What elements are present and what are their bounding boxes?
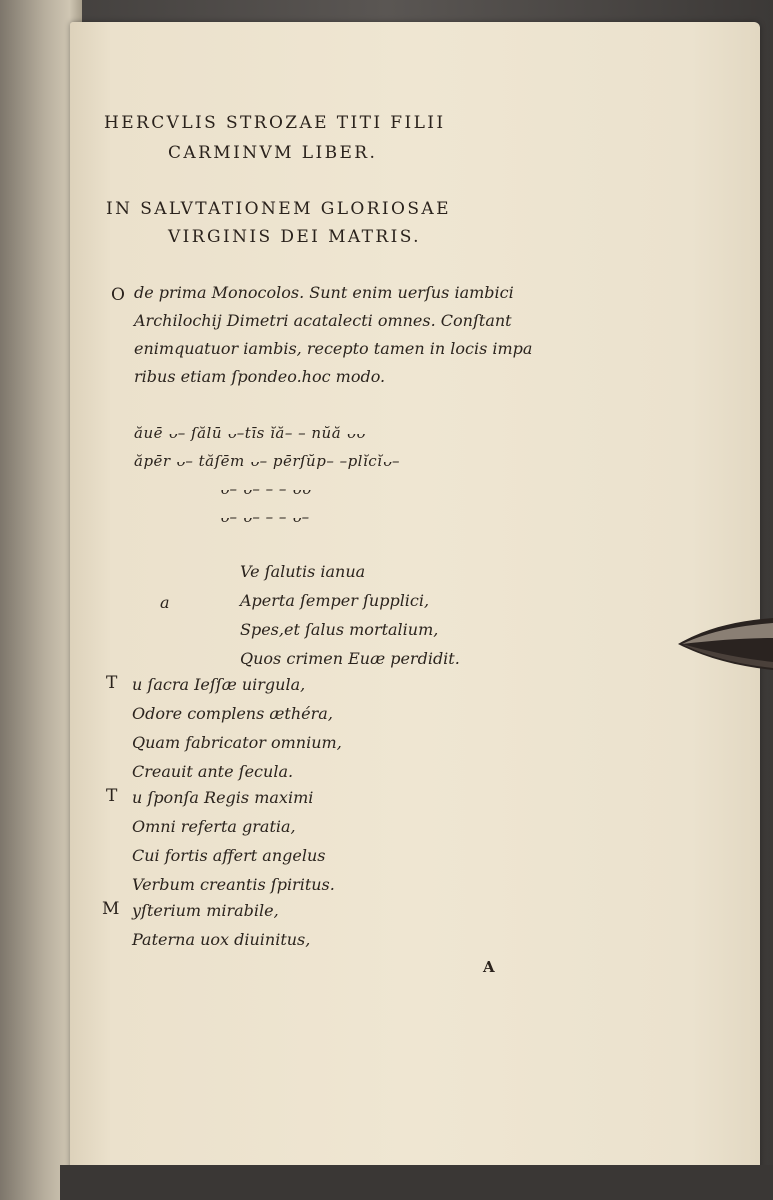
subtitle-line-1: IN SALVTATIONEM GLORIOSAE [106,199,451,219]
intro-line-4: ribus etiam ſpondeo.hoc modo. [134,367,386,386]
poem-line: Omni referta gratia, [132,817,296,836]
poem-line: Ve ſalutis ianua [240,562,366,581]
poem-line: yſterium mirabile, [132,901,279,920]
poem-line: Quam fabricator omnium, [132,733,342,752]
margin-mark: a [160,593,170,612]
catchword: A [483,958,495,976]
subtitle-line-2: VIRGINIS DEI MATRIS. [168,227,421,247]
meter-line-2: ăpēr ᴗ– tăſēm ᴗ– pērſŭp– –plĭcĭᴗ– [134,452,401,470]
page-pointer-icon [676,618,773,670]
poem-line: Paterna uox diuinitus, [132,930,311,949]
stanza-initial: T [106,786,118,806]
intro-line-3: enimquatuor iambis, recepto tamen in locis impa [134,339,533,358]
poem-line: u ſacra Ieſſæ uirgula, [132,675,306,694]
meter-line-1: ăuē ᴗ– ſălū ᴗ–tīs ĭă– – nŭă ᴗᴗ [134,424,366,442]
stanza-initial: M [102,899,120,919]
poem-line: Odore complens æthéra, [132,704,333,723]
poem-line: Spes,et ſalus mortalium, [240,620,439,639]
title-line-1: HERCVLIS STROZAE TITI FILII [104,113,446,133]
intro-initial: O [111,285,125,305]
stanza-initial: T [106,673,118,693]
poem-line: Verbum creantis ſpiritus. [132,875,335,894]
intro-line-1: de prima Monocolos. Sunt enim uerſus iambici [134,283,514,302]
poem-line: Cui fortis affert angelus [132,846,326,865]
poem-line: Aperta ſemper ſupplici, [240,591,430,610]
page-bottom-shadow [60,1165,773,1200]
intro-line-2: Archilochij Dimetri acatalecti omnes. Conſtant [134,311,512,330]
poem-line: Quos crimen Euæ perdidit. [240,649,460,668]
poem-line: u ſponſa Regis maximi [132,788,314,807]
poem-line: Creauit ante ſecula. [132,762,294,781]
meter-line-3: ᴗ– ᴗ– – – ᴗᴗ [220,480,312,498]
title-line-2: CARMINVM LIBER. [168,143,378,163]
meter-line-4: ᴗ– ᴗ– – – ᴗ– [220,508,310,526]
